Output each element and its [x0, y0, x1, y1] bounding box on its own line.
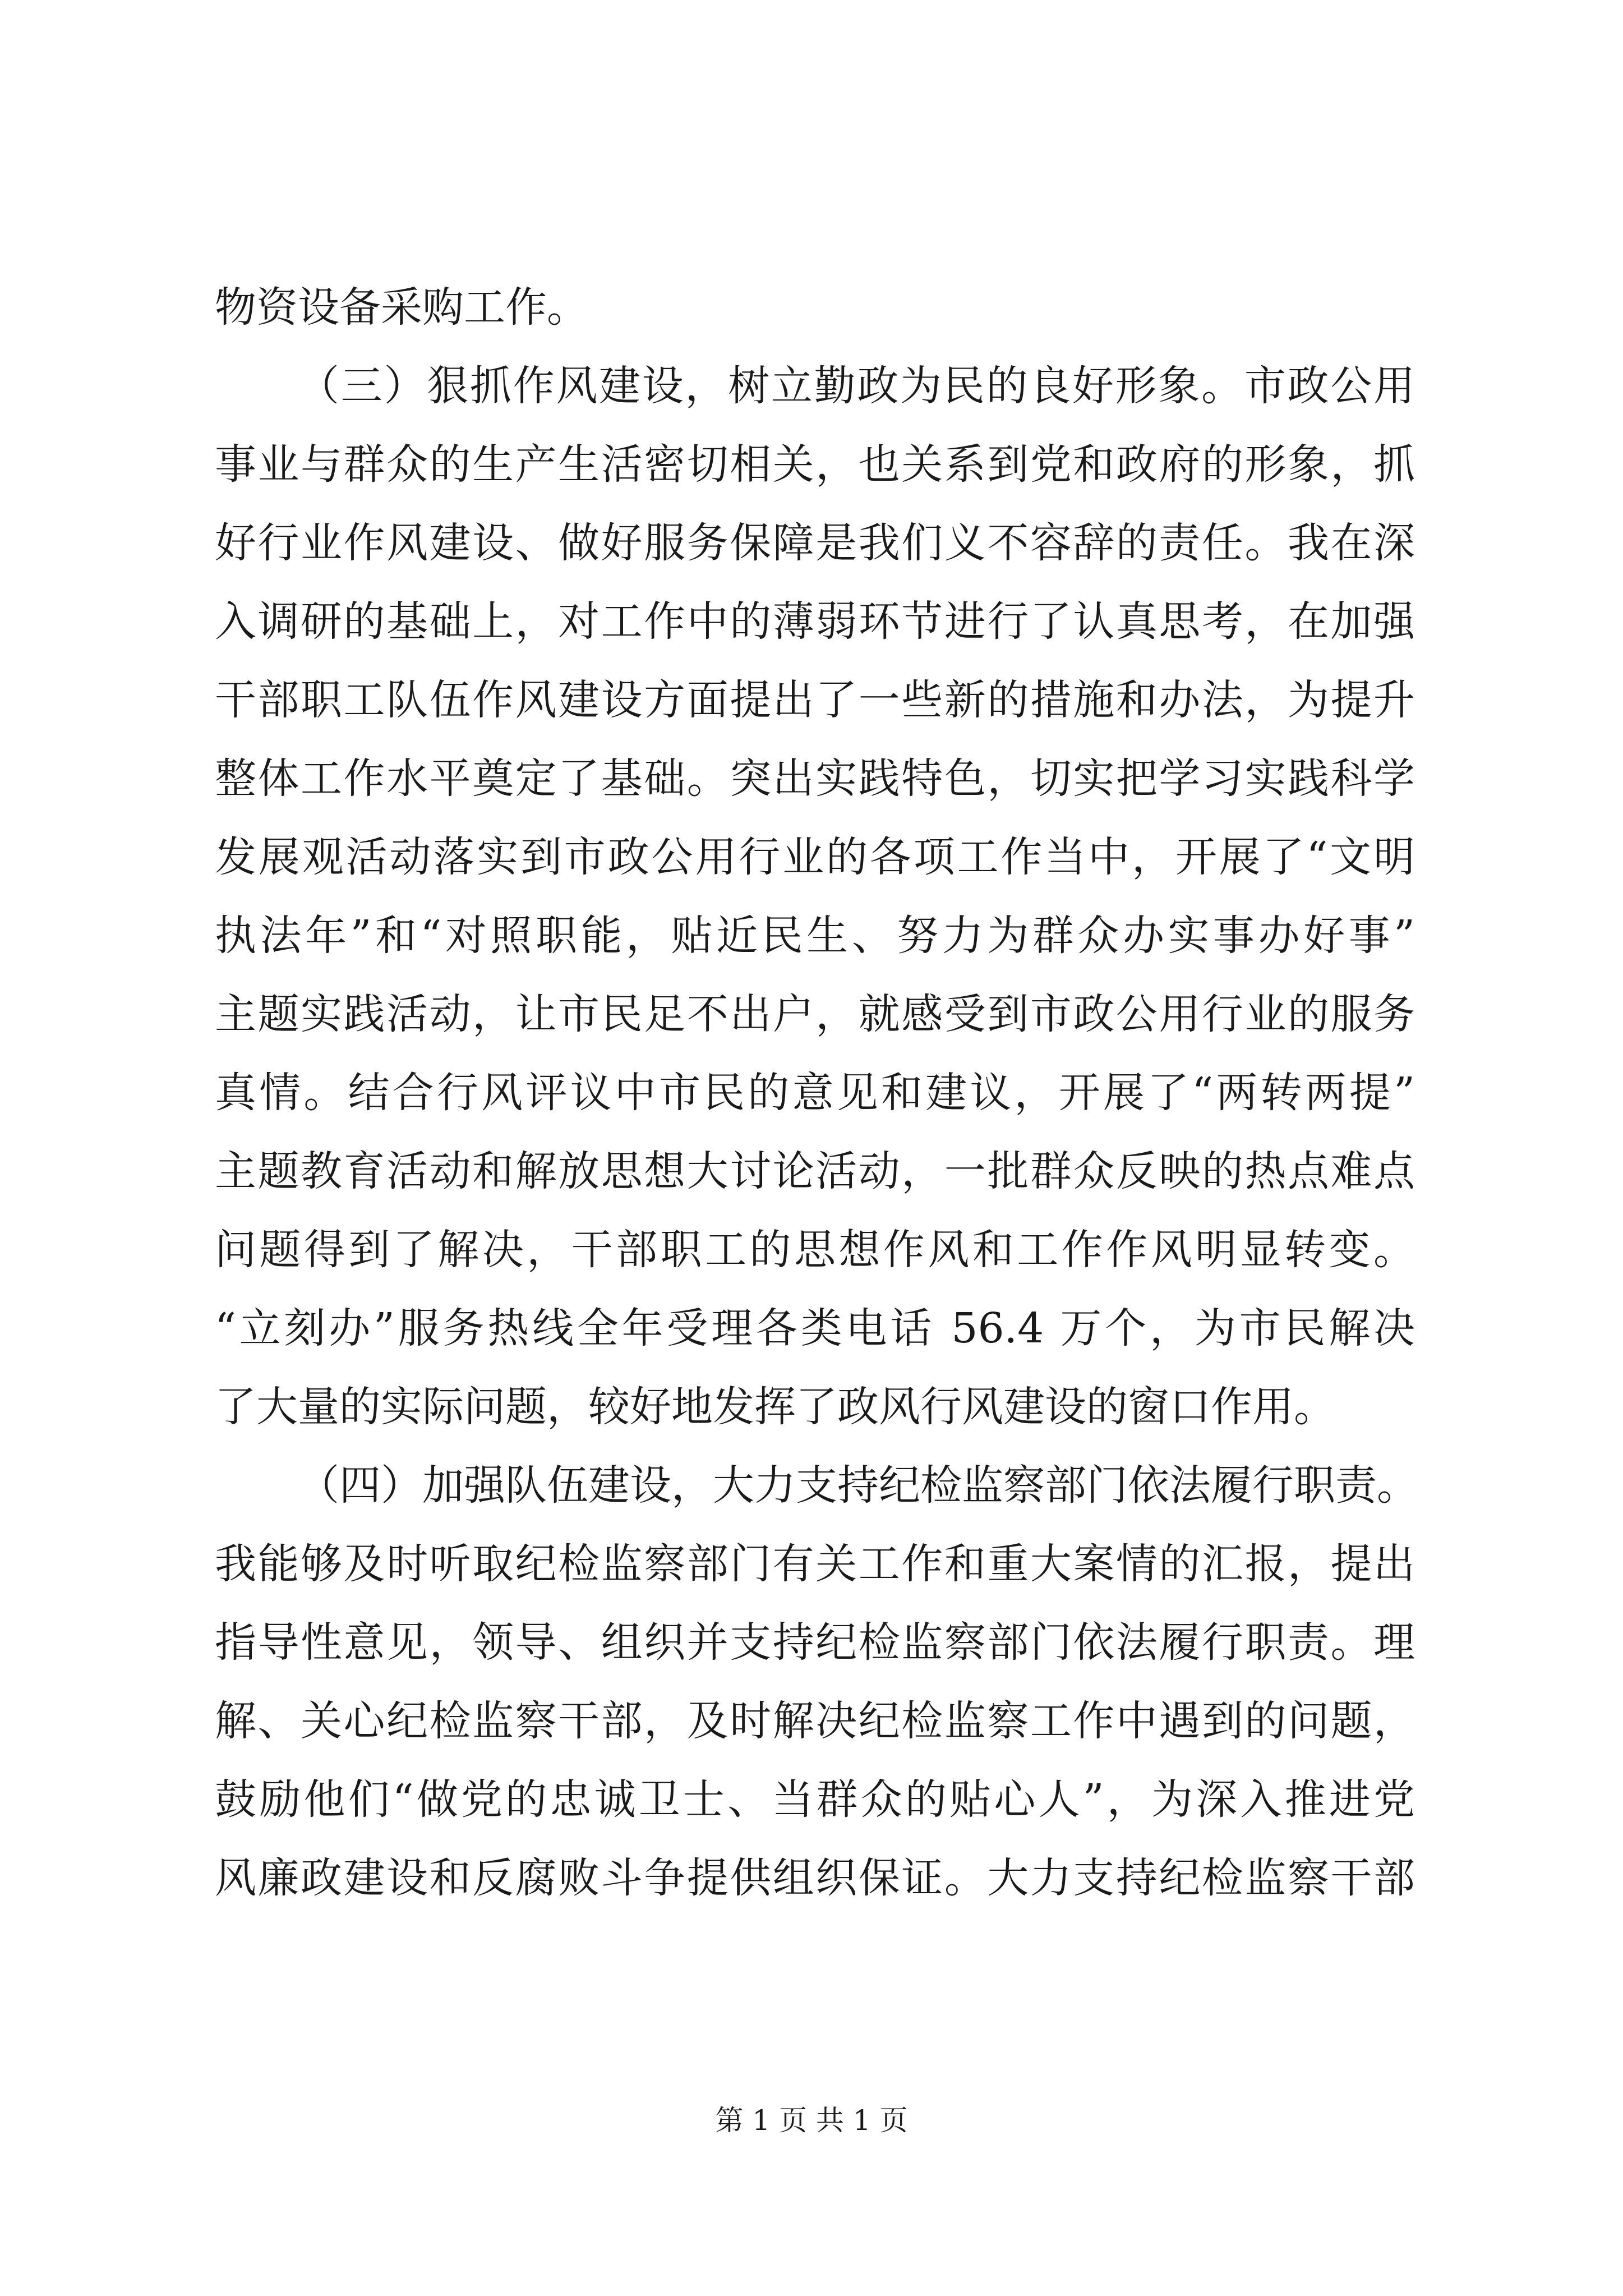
text-line: 鼓励他们“做党的忠诚卫士、当群众的贴心人”，为深入推进党 — [215, 1775, 1415, 1824]
text-line: （三）狠抓作风建设，树立勤政为民的良好形象。市政公用 — [298, 362, 1415, 410]
text-line: 入调研的基础上，对工作中的薄弱环节进行了认真思考，在加强 — [215, 597, 1415, 646]
text-line: 发展观活动落实到市政公用行业的各项工作当中，开展了“文明 — [215, 833, 1415, 881]
text-line: 好行业作风建设、做好服务保障是我们义不容辞的责任。我在深 — [215, 519, 1415, 567]
text-line: 整体工作水平奠定了基础。突出实践特色，切实把学习实践科学 — [215, 754, 1415, 803]
text-line: （四）加强队伍建设，大力支持纪检监察部门依法履行职责。 — [298, 1461, 1418, 1510]
text-line: 物资设备采购工作。 — [215, 283, 588, 332]
text-line: 问题得到了解决，干部职工的思想作风和工作作风明显转变。 — [215, 1226, 1415, 1274]
text-line: 指导性意见，领导、组织并支持纪检监察部门依法履行职责。理 — [215, 1618, 1415, 1667]
document-body — [215, 268, 1418, 1917]
text-line: 了大量的实际问题，较好地发挥了政风行风建设的窗口作用。 — [215, 1383, 1335, 1431]
text-line: 事业与群众的生产生活密切相关，也关系到党和政府的形象，抓 — [215, 440, 1415, 489]
text-line: 主题教育活动和解放思想大讨论活动，一批群众反映的热点难点 — [215, 1147, 1415, 1195]
text-line: 执法年”和“对照职能，贴近民生、努力为群众办实事办好事” — [215, 912, 1415, 960]
page-footer: 第 1 页 共 1 页 — [715, 2104, 908, 2137]
text-line: “立刻办”服务热线全年受理各类电话 56.4 万个，为市民解决 — [215, 1304, 1415, 1352]
text-line: 解、关心纪检监察干部，及时解决纪检监察工作中遇到的问题， — [215, 1697, 1415, 1745]
text-line: 主题实践活动，让市民足不出户，就感受到市政公用行业的服务 — [215, 990, 1415, 1038]
text-line: 风廉政建设和反腐败斗争提供组织保证。大力支持纪检监察干部 — [215, 1854, 1415, 1902]
text-line: 真情。结合行风评议中市民的意见和建议，开展了“两转两提” — [215, 1069, 1415, 1117]
text-line: 干部职工队伍作风建设方面提出了一些新的措施和办法，为提升 — [215, 676, 1415, 724]
text-line: 我能够及时听取纪检监察部门有关工作和重大案情的汇报，提出 — [215, 1540, 1415, 1588]
